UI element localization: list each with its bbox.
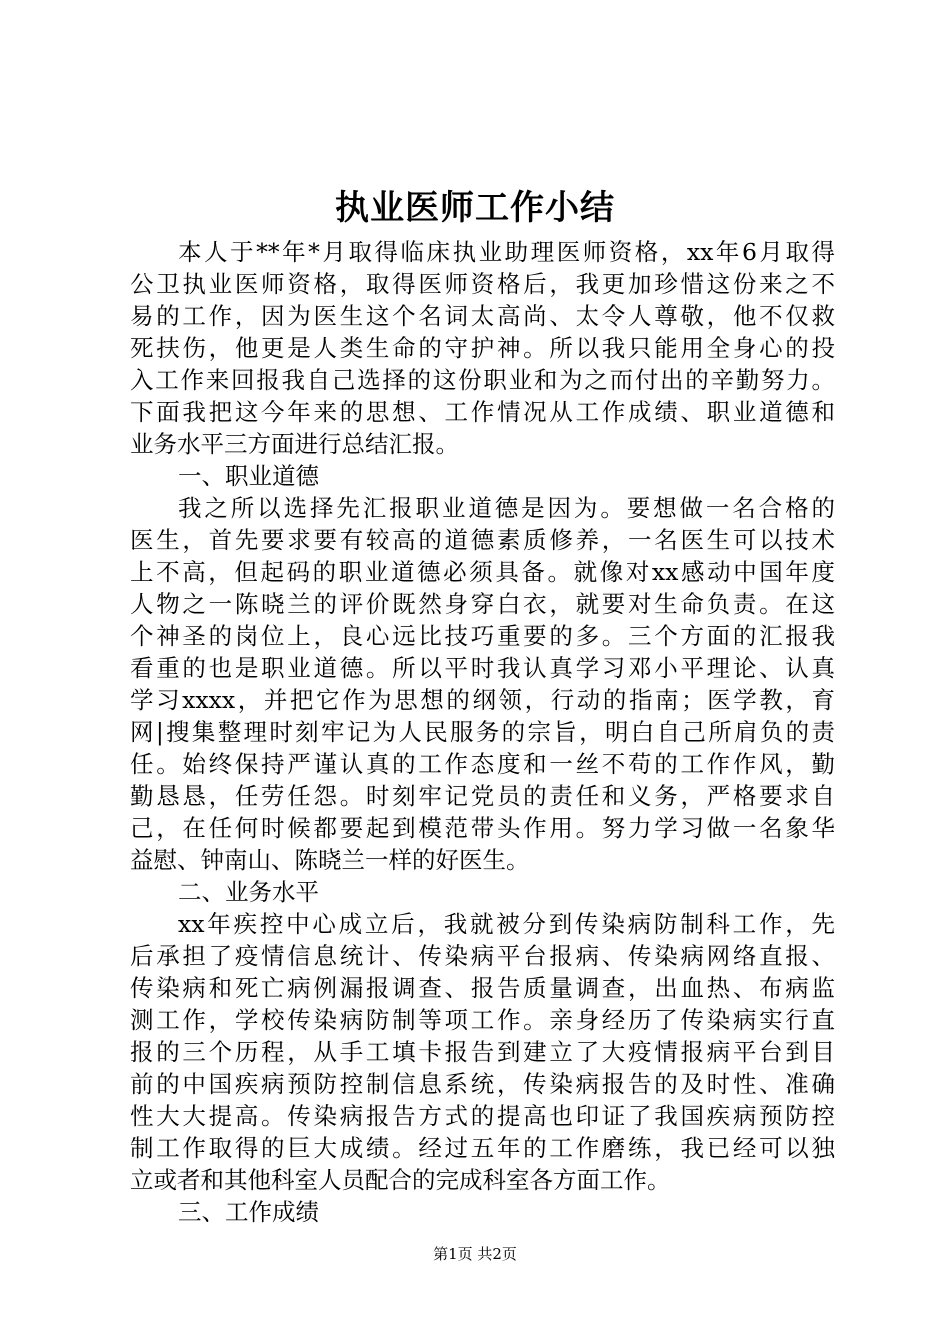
text-line: 勤恳恳，任劳任怨。时刻牢记党员的责任和义务，严格要求自 [130,782,835,810]
text-line: 任。始终保持严谨认真的工作态度和一丝不苟的工作作风，勤 [130,750,835,778]
text-line: 看重的也是职业道德。所以平时我认真学习邓小平理论、认真 [130,654,835,682]
text-line: xx年疾控中心成立后，我就被分到传染病防制科工作，先 [178,910,835,938]
text-line: 传染病和死亡病例漏报调查、报告质量调查，出血热、布病监 [130,974,835,1002]
text-line: 业务水平三方面进行总结汇报。 [130,430,459,458]
text-line: 性大大提高。传染病报告方式的提高也印证了我国疾病预防控 [130,1102,835,1130]
text-line: 益慰、钟南山、陈晓兰一样的好医生。 [130,846,530,874]
text-line: 学习xxxx，并把它作为思想的纲领，行动的指南；医学教，育 [130,686,835,714]
text-line: 人物之一陈晓兰的评价既然身穿白衣，就要对生命负责。在这 [130,590,835,618]
text-line: 一、职业道德 [178,462,319,490]
document-body [130,236,835,1228]
text-line: 二、业务水平 [178,878,319,906]
text-line: 立或者和其他科室人员配合的完成科室各方面工作。 [130,1166,671,1194]
text-line: 公卫执业医师资格，取得医师资格后，我更加珍惜这份来之不 [130,270,835,298]
text-line: 上不高，但起码的职业道德必须具备。就像对xx感动中国年度 [130,558,835,586]
text-line: 本人于**年*月取得临床执业助理医师资格，xx年6月取得 [178,238,835,266]
text-line: 我之所以选择先汇报职业道德是因为。要想做一名合格的 [178,494,835,522]
page-footer: 第1页 共2页 [433,1245,517,1263]
text-line: 下面我把这今年来的思想、工作情况从工作成绩、职业道德和 [130,398,835,426]
text-line: 后承担了疫情信息统计、传染病平台报病、传染病网络直报、 [130,942,835,970]
text-line: 己，在任何时候都要起到模范带头作用。努力学习做一名象华 [130,814,835,842]
text-line: 三、工作成绩 [178,1198,319,1226]
text-line: 入工作来回报我自己选择的这份职业和为之而付出的辛勤努力。 [130,366,835,394]
text-line: 易的工作，因为医生这个名词太高尚、太令人尊敬，他不仅救 [130,302,835,330]
document-title: 执业医师工作小结 [335,188,615,228]
text-line: 网|搜集整理时刻牢记为人民服务的宗旨，明白自己所肩负的责 [130,718,835,746]
text-line: 前的中国疾病预防控制信息系统，传染病报告的及时性、准确 [130,1070,835,1098]
text-line: 报的三个历程，从手工填卡报告到建立了大疫情报病平台到目 [130,1038,835,1066]
text-line: 个神圣的岗位上，良心远比技巧重要的多。三个方面的汇报我 [130,622,835,650]
text-line: 医生，首先要求要有较高的道德素质修养，一名医生可以技术 [130,526,835,554]
text-line: 死扶伤，他更是人类生命的守护神。所以我只能用全身心的投 [130,334,835,362]
text-line: 制工作取得的巨大成绩。经过五年的工作磨练，我已经可以独 [130,1134,835,1162]
text-line: 测工作，学校传染病防制等项工作。亲身经历了传染病实行直 [130,1006,835,1034]
